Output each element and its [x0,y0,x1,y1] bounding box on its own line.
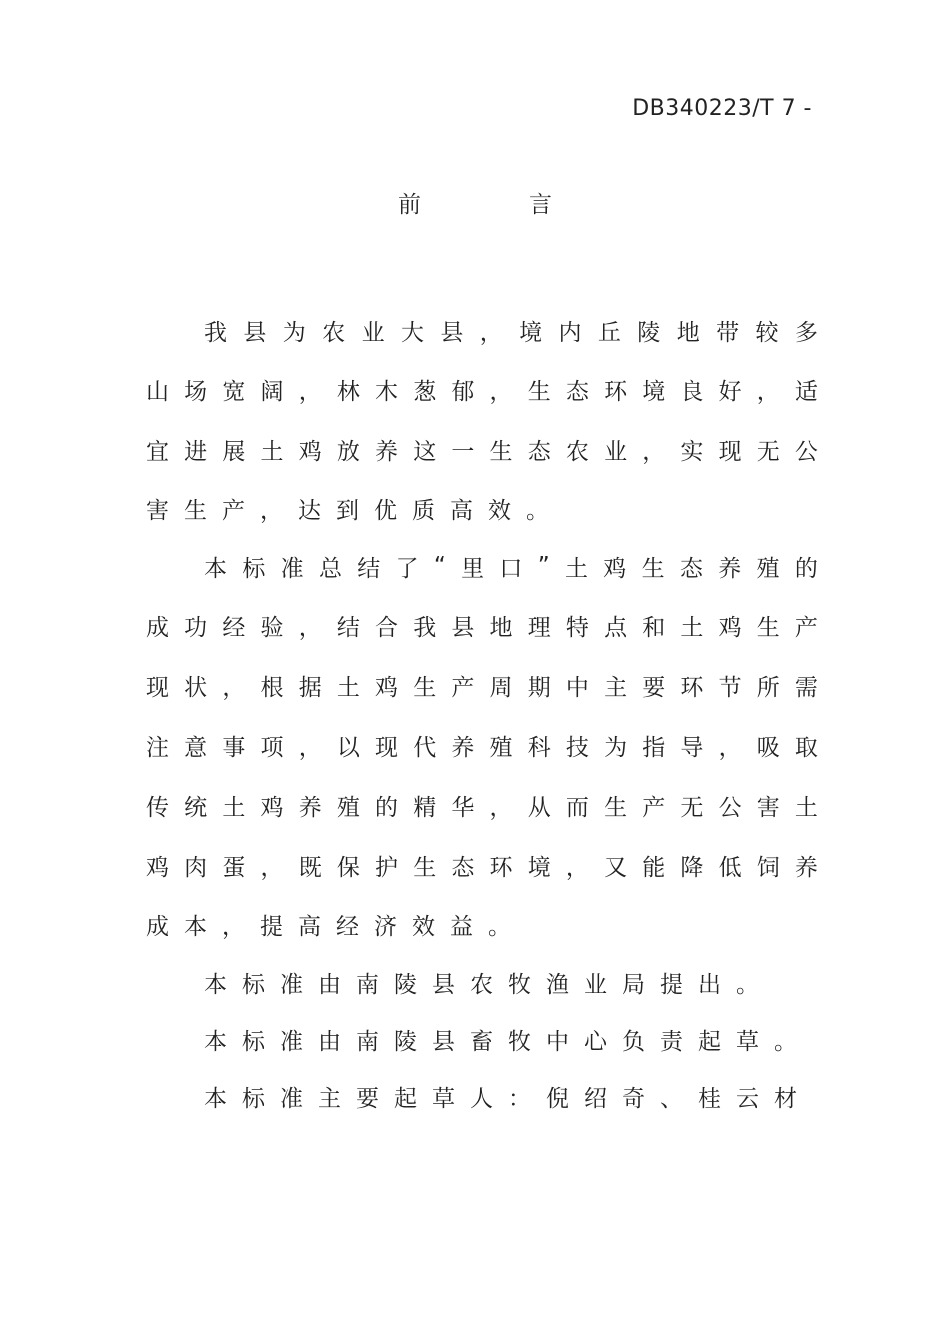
paragraph-line [204,550,818,582]
text-char: 生 [413,854,437,881]
text-char: 要 [356,1085,379,1112]
text-char: 现 [375,734,399,761]
text-char: “ [433,553,446,579]
text-char: 标 [242,555,266,582]
paragraph-line [146,669,818,701]
text-char: 本 [204,555,227,582]
text-char: 根 [260,674,284,701]
text-char: 降 [680,854,704,881]
text-char: 主 [318,1085,341,1112]
text-char: ， [222,913,245,940]
paragraph-line [204,1023,818,1055]
text-char: 由 [318,971,341,998]
text-char: 责 [660,1028,683,1055]
text-char: 土 [222,794,246,821]
text-char: 县 [440,319,464,346]
text-char: 环 [680,674,704,701]
text-char: 。 [736,971,759,998]
text-char: 适 [794,378,818,405]
text-char: 中 [565,674,589,701]
section-title-char-1: 前 [398,192,421,218]
text-char: 境 [642,378,666,405]
text-char: 所 [756,674,780,701]
text-char: 负 [622,1028,645,1055]
text-char: 。 [488,913,511,940]
text-char: 了 [395,555,419,582]
text-char: 阔 [260,378,284,405]
text-char: ， [222,674,246,701]
text-char: 这 [413,438,437,465]
text-char: 质 [412,497,435,524]
text-char: 养 [375,438,399,465]
text-char: 。 [526,497,549,524]
text-char: 标 [242,1085,265,1112]
text-char: 县 [243,319,267,346]
text-char: 合 [375,614,399,641]
text-char: 而 [565,794,589,821]
text-char: 养 [451,734,475,761]
paragraph-line [146,373,818,405]
text-char: 、 [660,1085,683,1112]
text-char: 益 [450,913,473,940]
text-char: 要 [642,674,666,701]
text-char: 倪 [546,1085,569,1112]
text-char: 境 [519,319,543,346]
text-char: 蛋 [222,854,246,881]
text-char: 绍 [584,1085,607,1112]
text-char: 护 [375,854,399,881]
text-char: 现 [718,438,742,465]
text-char: 草 [432,1085,455,1112]
text-char: 到 [336,497,359,524]
text-char: 为 [282,319,306,346]
text-char: 高 [450,497,473,524]
text-char: 生 [604,794,628,821]
text-char: 出 [698,971,721,998]
paragraph-line [204,314,818,346]
text-char: 科 [527,734,551,761]
text-char: 需 [794,674,818,701]
text-char: 鸡 [375,674,399,701]
text-char: 展 [222,438,246,465]
text-char: 中 [546,1028,569,1055]
text-char: ， [260,497,283,524]
text-char: 本 [204,971,227,998]
text-char: 县 [432,971,455,998]
text-char: 的 [794,555,818,582]
text-char: 养 [298,794,322,821]
text-char: 为 [604,734,628,761]
text-char: 土 [336,674,360,701]
text-char: 意 [184,734,208,761]
text-char: ， [489,378,513,405]
text-char: 准 [280,1085,303,1112]
text-char: 统 [184,794,208,821]
text-char: 渔 [546,971,569,998]
section-title-char-2: 言 [529,192,552,218]
text-char: 。 [774,1028,797,1055]
text-char: 经 [222,614,246,641]
text-char: 本 [204,1085,227,1112]
text-char: 县 [432,1028,455,1055]
text-char: 土 [260,438,284,465]
text-char: 陵 [637,319,661,346]
text-char: 产 [642,794,666,821]
text-char: 一 [451,438,475,465]
text-char: 土 [564,555,588,582]
text-char: 殖 [489,734,513,761]
text-char: 环 [604,378,628,405]
text-char: 产 [794,614,818,641]
text-char: 主 [604,674,628,701]
text-char: 害 [756,794,780,821]
text-char: ， [298,378,322,405]
text-char: 优 [374,497,397,524]
text-char: 生 [184,497,207,524]
section-title [0,186,950,219]
text-char: ， [298,734,322,761]
text-char: 特 [565,614,589,641]
text-char: 无 [756,438,780,465]
text-char: 土 [680,614,704,641]
text-char: 本 [204,1028,227,1055]
text-char: 精 [413,794,437,821]
text-char: 状 [184,674,208,701]
text-char: 注 [146,734,169,761]
text-char: 害 [146,497,169,524]
text-char: 境 [527,854,551,881]
text-char: 殖 [336,794,360,821]
text-char: 地 [676,319,700,346]
text-char: 生 [489,438,513,465]
document-code: DB340223/T 7 - [632,96,812,121]
text-char: 公 [718,794,742,821]
text-char: ， [565,854,589,881]
text-char: 产 [451,674,475,701]
text-char: 起 [698,1028,721,1055]
text-char: 提 [260,913,283,940]
text-char: 指 [642,734,666,761]
text-char: 内 [558,319,582,346]
paragraph-line [146,849,818,881]
text-char: 无 [680,794,704,821]
text-char: 生 [413,674,437,701]
paragraph-line [146,609,818,641]
text-char: ， [642,438,666,465]
text-char: 土 [794,794,818,821]
text-char: 准 [280,971,303,998]
text-char: 葱 [413,378,437,405]
text-char: ， [489,794,513,821]
text-char: 标 [242,971,265,998]
text-char: 结 [357,555,381,582]
text-char: 取 [794,734,818,761]
text-char: 公 [794,438,818,465]
text-char: 结 [336,614,360,641]
text-char: 多 [794,319,818,346]
text-char: 地 [489,614,513,641]
text-char: 带 [716,319,740,346]
text-char: 鸡 [298,438,322,465]
text-char: 效 [412,913,435,940]
text-char: 饲 [756,854,780,881]
text-char: 人 [470,1085,493,1112]
text-char: 业 [584,971,607,998]
text-char: 实 [680,438,704,465]
text-char: ” [537,553,550,579]
text-char: 本 [184,913,207,940]
text-char: 代 [413,734,437,761]
text-char: 我 [413,614,437,641]
text-char: 牧 [508,971,531,998]
text-char: 现 [146,674,169,701]
text-char: 项 [260,734,284,761]
text-char: 高 [298,913,321,940]
text-char: 能 [642,854,666,881]
text-char: 生 [641,555,665,582]
text-char: 业 [604,438,628,465]
text-char: 肉 [184,854,208,881]
text-char: 桂 [698,1085,721,1112]
text-char: ， [756,378,780,405]
paragraph-line [146,908,818,940]
text-char: 理 [527,614,551,641]
text-char: 材 [774,1085,797,1112]
text-char: 又 [604,854,628,881]
text-char: 产 [222,497,245,524]
text-char: 传 [146,794,169,821]
text-char: 由 [318,1028,341,1055]
text-char: 环 [489,854,513,881]
text-char: ， [260,854,284,881]
text-char: 态 [451,854,475,881]
text-char: 点 [604,614,628,641]
text-char: 据 [298,674,322,701]
text-char: 节 [718,674,742,701]
text-char: 鸡 [603,555,627,582]
text-char: 低 [718,854,742,881]
paragraph-line [204,966,818,998]
text-char: 起 [394,1085,417,1112]
text-char: 既 [298,854,322,881]
paragraph-line [204,1080,818,1112]
text-char: 陵 [394,1028,417,1055]
text-char: 农 [470,971,493,998]
text-char: 华 [451,794,475,821]
text-char: 和 [642,614,666,641]
text-char: 导 [680,734,704,761]
text-char: 标 [242,1028,265,1055]
text-char: 局 [622,971,645,998]
text-char: 从 [527,794,551,821]
text-char: 郁 [451,378,475,405]
paragraph-line [146,433,818,465]
text-char: 农 [565,438,589,465]
text-char: 保 [336,854,360,881]
text-char: 生 [756,614,780,641]
text-char: ， [298,614,322,641]
text-char: 山 [146,378,169,405]
text-char: 较 [755,319,779,346]
text-char: ， [718,734,742,761]
text-char: 木 [375,378,399,405]
text-char: 畜 [470,1028,493,1055]
text-char: 殖 [756,555,780,582]
text-char: 奇 [622,1085,645,1112]
text-char: 心 [584,1028,607,1055]
text-char: 我 [204,319,227,346]
text-char: 林 [336,378,360,405]
text-char: 态 [679,555,703,582]
text-char: 鸡 [718,614,742,641]
text-char: 事 [222,734,246,761]
text-char: 县 [451,614,475,641]
text-char: 准 [280,1028,303,1055]
text-char: 功 [184,614,208,641]
paragraph-line [146,492,818,524]
text-char: 大 [400,319,424,346]
text-char: ， [479,319,503,346]
text-char: 成 [146,614,169,641]
text-char: 期 [527,674,551,701]
text-char: 好 [718,378,742,405]
text-char: 态 [565,378,589,405]
text-char: 验 [260,614,284,641]
text-char: 的 [375,794,399,821]
text-char: 鸡 [260,794,284,821]
text-char: 态 [527,438,551,465]
text-char: 南 [356,1028,379,1055]
text-char: 效 [488,497,511,524]
text-char: 提 [660,971,683,998]
text-char: 养 [794,854,818,881]
text-char: 农 [322,319,346,346]
text-char: 进 [184,438,208,465]
text-char: 生 [527,378,551,405]
text-char: 口 [499,555,523,582]
text-char: 场 [184,378,208,405]
text-char: 达 [298,497,321,524]
text-char: 放 [336,438,360,465]
text-char: 准 [280,555,304,582]
text-char: 丘 [597,319,621,346]
text-char: 草 [736,1028,759,1055]
text-char: 鸡 [146,854,169,881]
text-char: 济 [374,913,397,940]
text-char: 以 [336,734,360,761]
text-char: 良 [680,378,704,405]
text-char: 里 [461,555,485,582]
text-char: 宜 [146,438,169,465]
text-char: 业 [361,319,385,346]
text-char: 牧 [508,1028,531,1055]
text-char: ： [508,1085,531,1112]
text-char: 吸 [756,734,780,761]
text-char: 成 [146,913,169,940]
text-char: 宽 [222,378,246,405]
text-char: 经 [336,913,359,940]
text-char: 南 [356,971,379,998]
text-char: 周 [489,674,513,701]
text-char: 总 [318,555,342,582]
text-char: 陵 [394,971,417,998]
paragraph-line [146,729,818,761]
paragraph-line [146,789,818,821]
text-char: 技 [565,734,589,761]
text-char: 云 [736,1085,759,1112]
text-char: 养 [718,555,742,582]
